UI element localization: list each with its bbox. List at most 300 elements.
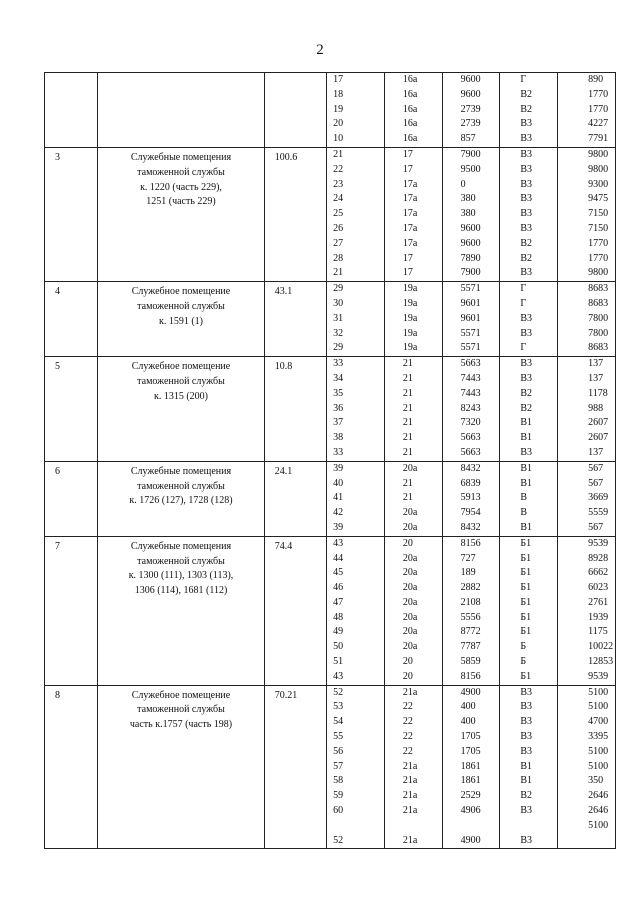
coordinate-value: 1705 [460, 731, 481, 743]
point-number: 37 [333, 417, 344, 429]
length-value: 8928 [588, 552, 609, 564]
length-value: 9800 [588, 148, 609, 160]
length-value: 4700 [588, 716, 609, 728]
point-number: 57 [333, 760, 344, 772]
coordinate-value-cell [442, 73, 500, 148]
point-number: 51 [333, 656, 344, 668]
category-code: В3 [520, 446, 533, 458]
part-number: 17а [402, 193, 418, 205]
length-value [558, 834, 615, 849]
room-name-line: к. 1315 (200) [153, 390, 209, 402]
length-value: 2607 [588, 432, 609, 444]
length-value: 5100 [588, 686, 609, 698]
category-code: В2 [520, 103, 533, 115]
coordinate-value: 8772 [460, 626, 481, 638]
part-number: 19а [402, 297, 418, 309]
category-code: Г [520, 74, 527, 85]
category-code: В1 [520, 521, 533, 533]
category-code: В3 [520, 834, 533, 846]
part-number: 21а [402, 760, 418, 772]
part-number: 19а [402, 283, 418, 295]
point-number: 22 [333, 163, 344, 175]
point-number: 41 [333, 492, 344, 504]
part-number-cell [384, 147, 442, 281]
coordinate-value: 7954 [460, 507, 481, 519]
length-value: 137 [588, 372, 604, 384]
length-value: 137 [588, 358, 604, 370]
room-number-cell: 4 [45, 282, 98, 357]
coordinate-value: 8243 [460, 402, 481, 414]
point-number: 44 [333, 552, 344, 564]
part-number: 17а [402, 237, 418, 249]
part-number: 17а [402, 208, 418, 220]
coordinates-table [44, 72, 616, 849]
category-code: В [520, 492, 528, 504]
part-number: 19а [402, 312, 418, 324]
category-code: Б1 [520, 670, 532, 682]
part-number: 21 [402, 446, 413, 458]
part-number: 21а [402, 805, 418, 817]
length-value: 9300 [588, 178, 609, 190]
room-name-line: Служебные помещения [130, 151, 232, 163]
coordinate-value-cell [442, 147, 500, 281]
room-name-line: таможенной службы [137, 555, 225, 567]
point-number: 47 [333, 596, 344, 608]
coordinate-value: 2739 [460, 118, 481, 130]
room-name-line: 1251 (часть 229) [146, 196, 216, 208]
category-code: В1 [520, 417, 533, 429]
point-number: 48 [333, 611, 344, 623]
part-number: 20 [402, 656, 413, 668]
coordinate-value: 9601 [460, 312, 481, 324]
point-number: 17 [333, 74, 344, 85]
part-number: 21 [402, 358, 413, 370]
length-value-cell [558, 357, 616, 462]
part-number: 20а [402, 611, 418, 623]
coordinate-value: 380 [460, 208, 476, 220]
part-number: 21 [402, 477, 413, 489]
room-number-cell: 3 [45, 147, 98, 281]
point-number: 23 [333, 178, 344, 190]
length-value: 6023 [588, 582, 609, 594]
room-name-cell [98, 73, 265, 148]
length-value: 12853 [588, 656, 614, 668]
point-number: 52 [333, 686, 344, 698]
point-number-cell [327, 73, 385, 148]
part-number: 17 [402, 163, 413, 175]
coordinate-value-cell [442, 461, 500, 536]
coordinate-value: 727 [460, 552, 476, 564]
part-number: 16а [402, 74, 418, 85]
coordinate-value: 9600 [460, 222, 481, 234]
area-cell: 10.8 [264, 357, 326, 462]
category-code: Б1 [520, 567, 532, 579]
length-value: 1939 [588, 611, 609, 623]
length-value: 7150 [588, 208, 609, 220]
category-code: Б1 [520, 537, 532, 549]
room-name-line: Служебное помещение [131, 361, 231, 373]
part-number: 22 [402, 731, 413, 743]
category-code: В3 [520, 208, 533, 220]
coordinate-value-cell [442, 357, 500, 462]
coordinate-value: 2108 [460, 596, 481, 608]
room-name-cell [98, 282, 265, 357]
category-code-cell [500, 147, 558, 281]
part-number: 22 [402, 745, 413, 757]
category-code: В3 [520, 193, 533, 205]
length-value: 9800 [588, 163, 609, 175]
length-value: 2646 [588, 790, 609, 802]
room-name-line: к. 1220 (часть 229), [140, 181, 222, 193]
part-number: 16а [402, 103, 418, 115]
length-value-cell [558, 461, 616, 536]
category-code-cell [500, 73, 558, 148]
category-code-cell [500, 685, 558, 849]
length-value: 2761 [588, 596, 609, 608]
length-value: 5559 [588, 507, 609, 519]
table-row [45, 357, 616, 462]
part-number: 20а [402, 582, 418, 594]
point-number: 26 [333, 222, 344, 234]
room-name-cell [98, 461, 265, 536]
point-number: 58 [333, 775, 344, 787]
category-code: Б [520, 641, 527, 653]
point-number-cell [327, 536, 385, 685]
coordinate-value: 2882 [460, 582, 481, 594]
coordinate-value-cell [442, 536, 500, 685]
part-number: 19а [402, 342, 418, 354]
part-number: 20а [402, 641, 418, 653]
length-value-cell [558, 685, 616, 849]
room-name-line: таможенной службы [137, 166, 225, 178]
part-number: 22 [402, 716, 413, 728]
room-name-line: таможенной службы [137, 375, 225, 387]
length-value: 988 [588, 402, 604, 414]
point-number-cell [327, 147, 385, 281]
point-number: 19 [333, 103, 344, 115]
point-number-cell [327, 282, 385, 357]
coordinate-value: 189 [460, 567, 476, 579]
length-value: 890 [588, 74, 604, 85]
length-value: 6662 [588, 567, 609, 579]
length-value: 9539 [588, 670, 609, 682]
length-value: 5100 [588, 701, 609, 713]
category-code: В3 [520, 148, 533, 160]
part-number: 21 [402, 417, 413, 429]
area-cell: 70.21 [264, 685, 326, 849]
category-code: В3 [520, 745, 533, 757]
coordinate-value: 4900 [460, 834, 481, 846]
room-number-cell: 5 [45, 357, 98, 462]
category-code: В1 [520, 432, 533, 444]
category-code: Б1 [520, 611, 532, 623]
point-number: 27 [333, 237, 344, 249]
part-number: 21а [402, 686, 418, 698]
coordinate-value: 5556 [460, 611, 481, 623]
coordinate-value-cell [442, 685, 500, 849]
point-number: 20 [333, 118, 344, 130]
category-code: В3 [520, 701, 533, 713]
length-value: 8683 [588, 283, 609, 295]
part-number: 20а [402, 521, 418, 533]
category-code: В3 [520, 312, 533, 324]
point-number: 10 [333, 133, 344, 145]
length-value: 10022 [588, 641, 614, 653]
length-value: 2607 [588, 417, 609, 429]
category-code: Б1 [520, 626, 532, 638]
length-value: 567 [588, 477, 604, 489]
part-number-cell [384, 73, 442, 148]
room-name-line: Служебное помещение [131, 689, 231, 701]
room-name-line: к. 1591 (1) [158, 315, 204, 327]
part-number: 17а [402, 178, 418, 190]
part-number: 17а [402, 222, 418, 234]
room-name-line: таможенной службы [137, 300, 225, 312]
point-number: 43 [333, 537, 344, 549]
category-code-cell [500, 357, 558, 462]
part-number: 20а [402, 626, 418, 638]
category-code-cell [500, 282, 558, 357]
part-number: 17 [402, 148, 413, 160]
length-value: 567 [588, 462, 604, 474]
part-number: 20а [402, 462, 418, 474]
length-value: 5100 [588, 745, 609, 757]
category-code: В3 [520, 716, 533, 728]
coordinate-value: 5571 [460, 327, 481, 339]
category-code: В2 [520, 790, 533, 802]
coordinate-value: 6839 [460, 477, 481, 489]
area-cell: 24.1 [264, 461, 326, 536]
part-number: 21а [402, 790, 418, 802]
point-number: 54 [333, 716, 344, 728]
coordinate-value: 8432 [460, 521, 481, 533]
part-number: 21 [402, 372, 413, 384]
coordinate-value: 400 [460, 716, 476, 728]
part-number: 21 [402, 387, 413, 399]
length-value: 8683 [588, 297, 609, 309]
coordinate-value: 7900 [460, 148, 481, 160]
point-number: 42 [333, 507, 344, 519]
length-value: 2646 [588, 805, 609, 817]
room-name-line: к. 1300 (111), 1303 (113), [128, 570, 234, 582]
point-number [327, 819, 384, 834]
category-code: В1 [520, 775, 533, 787]
category-code: В3 [520, 222, 533, 234]
part-number: 21 [402, 402, 413, 414]
coordinate-value-cell [442, 282, 500, 357]
category-code: В [520, 507, 528, 519]
part-number: 21 [402, 492, 413, 504]
coordinate-value: 1861 [460, 760, 481, 772]
coordinate-value: 5571 [460, 283, 481, 295]
category-code: В3 [520, 163, 533, 175]
length-value: 1178 [588, 387, 608, 399]
point-number: 21 [333, 148, 344, 160]
point-number: 30 [333, 297, 344, 309]
room-name-line: 1306 (114), 1681 (112) [134, 585, 228, 597]
category-code: Г [520, 342, 527, 354]
coordinate-value: 0 [460, 178, 466, 190]
point-number: 29 [333, 342, 344, 354]
length-value: 4227 [588, 118, 609, 130]
point-number: 46 [333, 582, 344, 594]
length-value: 9539 [588, 537, 609, 549]
category-code: В2 [520, 387, 533, 399]
length-value: 350 [588, 775, 604, 787]
part-number: 20а [402, 552, 418, 564]
length-value: 9475 [588, 193, 609, 205]
length-value: 1770 [588, 252, 609, 264]
part-number: 20а [402, 567, 418, 579]
category-code: В3 [520, 118, 533, 130]
length-value: 1770 [588, 88, 609, 100]
length-value: 9800 [588, 267, 609, 279]
area-cell [264, 73, 326, 148]
length-value: 5100 [588, 760, 609, 772]
point-number: 39 [333, 462, 344, 474]
coordinate-value: 2529 [460, 790, 481, 802]
table-row [45, 461, 616, 536]
room-name-line: Служебные помещения [130, 465, 232, 477]
point-number: 55 [333, 731, 344, 743]
length-value: 5100 [588, 819, 609, 831]
coordinate-value: 9601 [460, 297, 481, 309]
coordinate-value: 5663 [460, 358, 481, 370]
length-value: 137 [588, 446, 604, 458]
point-number: 36 [333, 402, 344, 414]
point-number: 21 [333, 267, 344, 279]
length-value: 8683 [588, 342, 609, 354]
category-code: В2 [520, 252, 533, 264]
part-number: 16а [402, 88, 418, 100]
coordinate-value: 9600 [460, 237, 481, 249]
coordinate-value: 8156 [460, 670, 481, 682]
coordinate-value: 1861 [460, 775, 481, 787]
point-number-cell [327, 357, 385, 462]
category-code: В3 [520, 267, 533, 279]
point-number-cell [327, 685, 385, 849]
point-number: 33 [333, 358, 344, 370]
point-number: 45 [333, 567, 344, 579]
length-value: 3395 [588, 731, 609, 743]
point-number: 60 [333, 805, 344, 817]
point-number: 34 [333, 372, 344, 384]
room-name-cell [98, 536, 265, 685]
category-code: В1 [520, 477, 533, 489]
room-number-cell [45, 73, 98, 148]
length-value: 1175 [588, 626, 608, 638]
length-value: 7800 [588, 327, 609, 339]
area-cell: 100.6 [264, 147, 326, 281]
coordinate-value: 7787 [460, 641, 481, 653]
coordinate-value: 4900 [460, 686, 481, 698]
point-number: 40 [333, 477, 344, 489]
point-number: 18 [333, 88, 344, 100]
length-value-cell [558, 147, 616, 281]
coordinate-value: 7890 [460, 252, 481, 264]
room-name-cell [98, 357, 265, 462]
coordinate-value: 7443 [460, 372, 481, 384]
point-number: 39 [333, 521, 344, 533]
length-value: 7150 [588, 222, 609, 234]
category-code: В3 [520, 372, 533, 384]
room-number-cell: 6 [45, 461, 98, 536]
point-number: 52 [333, 834, 344, 846]
category-code: В3 [520, 178, 533, 190]
point-number: 31 [333, 312, 344, 324]
part-number: 21 [402, 432, 413, 444]
point-number: 38 [333, 432, 344, 444]
part-number: 16а [402, 133, 418, 145]
table-row [45, 685, 616, 849]
point-number: 50 [333, 641, 344, 653]
category-code: Г [520, 283, 527, 295]
part-number: 20 [402, 670, 413, 682]
coordinate-value: 5571 [460, 342, 481, 354]
coordinate-value: 5663 [460, 432, 481, 444]
table-row [45, 536, 616, 685]
part-number: 20а [402, 596, 418, 608]
point-number: 33 [333, 446, 344, 458]
length-value: 567 [588, 521, 604, 533]
point-number: 28 [333, 252, 344, 264]
category-code: В1 [520, 462, 533, 474]
part-number-cell [384, 685, 442, 849]
coordinate-value: 5913 [460, 492, 481, 504]
coordinate-value: 7900 [460, 267, 481, 279]
part-number [385, 819, 442, 834]
coordinate-value: 9600 [460, 74, 481, 85]
coordinate-value: 7320 [460, 417, 481, 429]
point-number: 25 [333, 208, 344, 220]
room-name-cell [98, 147, 265, 281]
length-value: 7791 [588, 133, 609, 145]
page-number: 2 [316, 42, 324, 58]
point-number: 24 [333, 193, 344, 205]
category-code [500, 819, 557, 834]
room-number-cell: 8 [45, 685, 98, 849]
length-value-cell [558, 282, 616, 357]
length-value-cell [558, 536, 616, 685]
length-value: 3669 [588, 492, 609, 504]
category-code: В2 [520, 237, 533, 249]
coordinate-value: 2739 [460, 103, 481, 115]
length-value: 1770 [588, 103, 609, 115]
room-name-line: Служебное помещение [131, 286, 231, 298]
category-code: В3 [520, 731, 533, 743]
room-name-line: к. 1726 (127), 1728 (128) [129, 495, 233, 507]
category-code: В3 [520, 358, 533, 370]
point-number: 56 [333, 745, 344, 757]
coordinate-value: 8432 [460, 462, 481, 474]
category-code-cell [500, 461, 558, 536]
length-value-cell [558, 73, 616, 148]
coordinate-value: 380 [460, 193, 476, 205]
part-number: 21а [402, 775, 418, 787]
part-number-cell [384, 536, 442, 685]
category-code: Б1 [520, 552, 532, 564]
room-name-line: таможенной службы [137, 704, 225, 716]
length-value: 7800 [588, 312, 609, 324]
point-number: 29 [333, 283, 344, 295]
category-code: В3 [520, 686, 533, 698]
coordinate-value: 8156 [460, 537, 481, 549]
coordinate-value: 4906 [460, 805, 481, 817]
coordinate-value [443, 819, 500, 834]
category-code: Г [520, 297, 527, 309]
part-number: 19а [402, 327, 418, 339]
part-number-cell [384, 461, 442, 536]
